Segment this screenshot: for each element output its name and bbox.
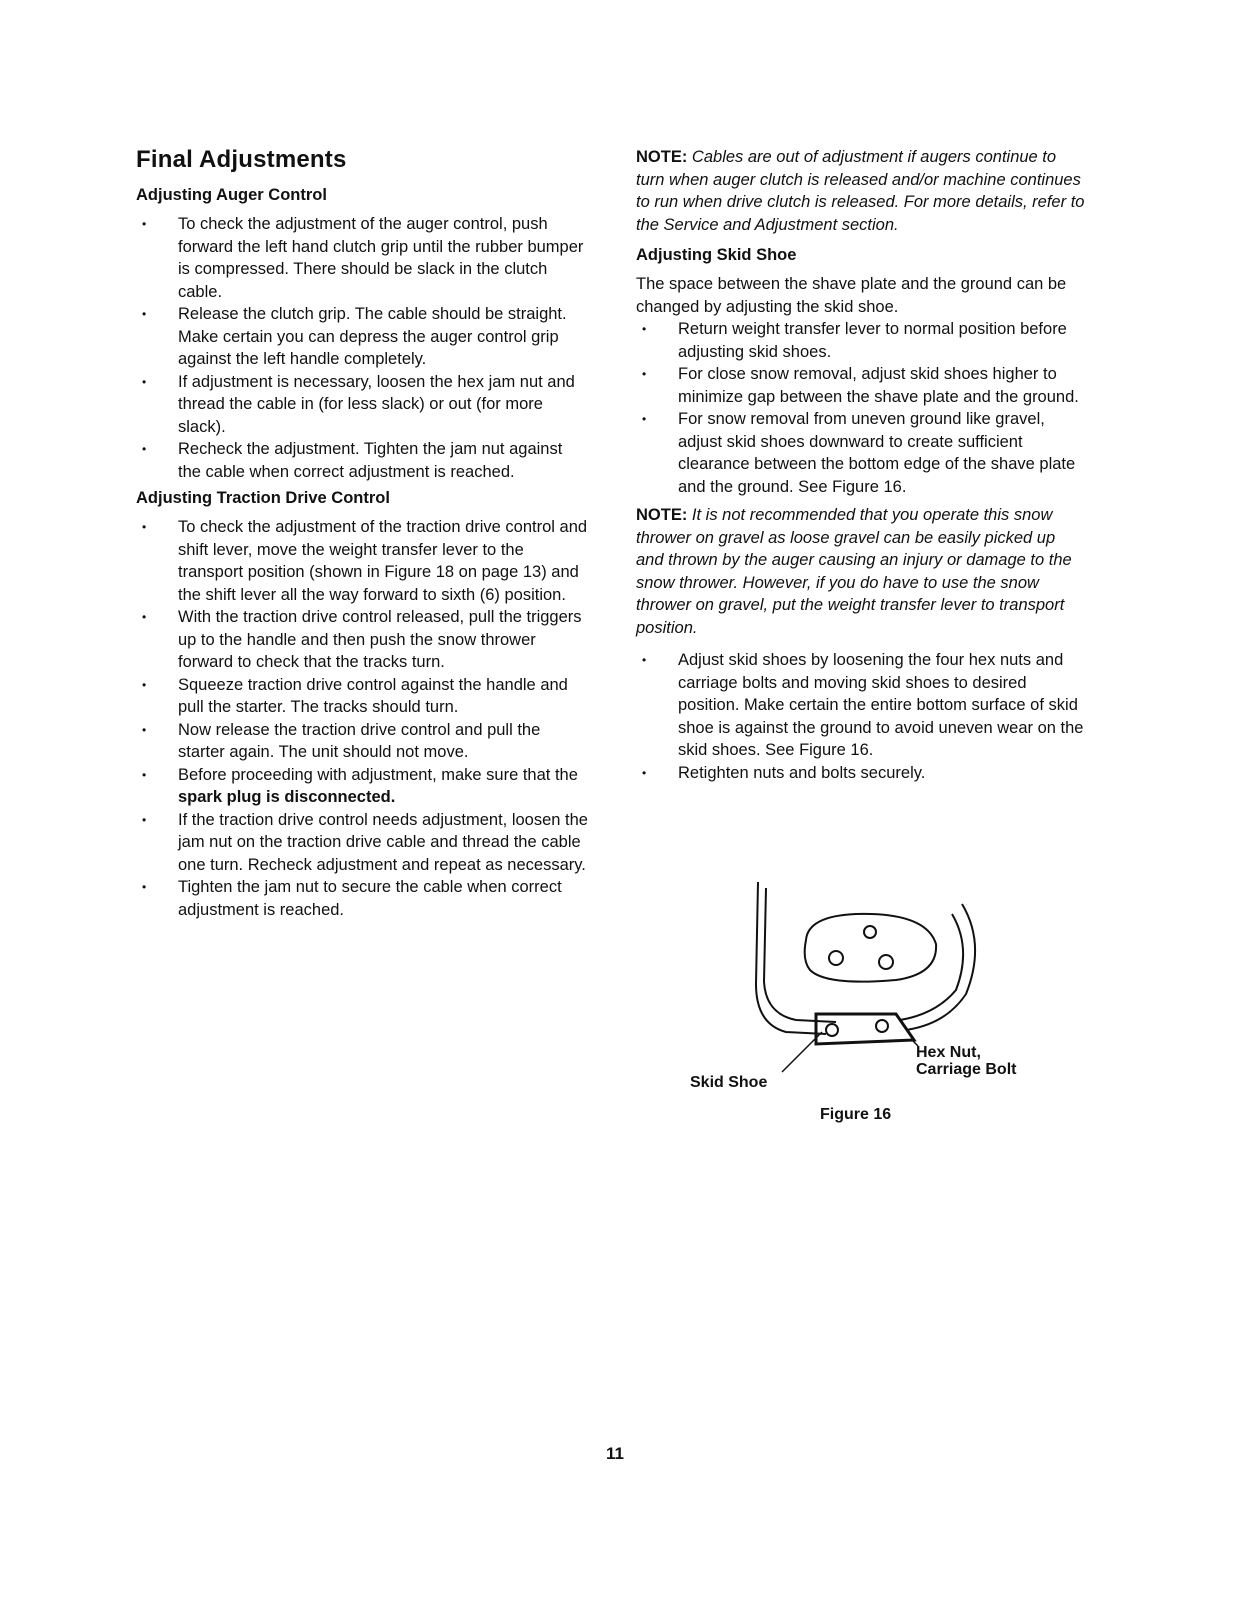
list-item: • For snow removal from uneven ground like gravel, adjust skid shoes downward to create sufficient clearance between the bottom edge of the shave plate and the ground. See Figure 16. bbox=[636, 408, 1086, 498]
hex-nut-label: Hex Nut, bbox=[916, 1044, 981, 1061]
list-item: • Retighten nuts and bolts securely. bbox=[636, 762, 1086, 785]
list-item: • Squeeze traction drive control against the handle and pull the starter. The tracks should turn. bbox=[136, 674, 588, 719]
note-label: NOTE: bbox=[636, 506, 688, 524]
figure-16 bbox=[686, 874, 1046, 1124]
list-item: • Return weight transfer lever to normal position before adjusting skid shoes. bbox=[636, 318, 1086, 363]
list-item: • To check the adjustment of the auger control, push forward the left hand clutch grip until the rubber bumper is compressed. There should be slack in the clutch cable. bbox=[136, 213, 588, 303]
auger-steps bbox=[136, 213, 588, 483]
spark-plug-prefix: Before proceeding with adjustment, make sure that the bbox=[178, 765, 578, 784]
list-item: • If the traction drive control needs adjustment, loosen the jam nut on the traction drive cable and thread the cable one turn. Recheck adjustment and repeat as necessary. bbox=[136, 809, 588, 877]
left-column bbox=[136, 146, 588, 927]
list-item: • Recheck the adjustment. Tighten the jam nut against the cable when correct adjustment is reached. bbox=[136, 438, 588, 483]
right-column bbox=[636, 146, 1086, 790]
skid-intro: The space between the shave plate and the ground can be changed by adjusting the skid shoe. bbox=[636, 275, 1067, 316]
list-item-spark-plug bbox=[136, 764, 588, 809]
skid-heading: Adjusting Skid Shoe bbox=[636, 246, 797, 264]
traction-heading: Adjusting Traction Drive Control bbox=[136, 489, 390, 507]
traction-steps bbox=[136, 516, 588, 921]
skid-shoe-label: Skid Shoe bbox=[690, 1074, 768, 1091]
skid-adjust-steps bbox=[636, 649, 1086, 784]
list-item: • If adjustment is necessary, loosen the hex jam nut and thread the cable in (for less slack) or out (for more slack). bbox=[136, 371, 588, 439]
cable-note bbox=[636, 146, 1086, 236]
list-item: • Release the clutch grip. The cable should be straight. Make certain you can depress the auger control grip against the left handle completely. bbox=[136, 303, 588, 371]
list-item: • Adjust skid shoes by loosening the four hex nuts and carriage bolts and moving skid shoes to desired position. Make certain the entire bottom surface of skid shoe is against the ground to avoid uneven wear on the skid shoes. See Figure 16. bbox=[636, 649, 1086, 762]
list-item: • For close snow removal, adjust skid shoes higher to minimize gap between the shave plate and the ground. bbox=[636, 363, 1086, 408]
list-item: • Now release the traction drive control and pull the starter again. The unit should not move. bbox=[136, 719, 588, 764]
page-number: 11 bbox=[606, 1444, 624, 1463]
skid-steps bbox=[636, 318, 1086, 498]
carriage-bolt-label: Carriage Bolt bbox=[916, 1061, 1017, 1078]
note-text: It is not recommended that you operate this snow thrower on gravel as loose gravel can be easily picked up and thrown by the auger causing an injury or damage to the snow thrower. However, if you do have to use the snow thrower on gravel, put the weight transfer lever to transport position. bbox=[636, 506, 1072, 637]
list-item: • To check the adjustment of the traction drive control and shift lever, move the weight transfer lever to the transport position (shown in Figure 18 on page 13) and the shift lever all the way forward to sixth (6) position. bbox=[136, 516, 588, 606]
list-item: • With the traction drive control released, pull the triggers up to the handle and then push the snow thrower forward to check that the tracks turn. bbox=[136, 606, 588, 674]
page-title: Final Adjustments bbox=[136, 146, 347, 173]
note-text: Cables are out of adjustment if augers continue to turn when auger clutch is released and/or machine continues to run when drive clutch is released. For more details, refer to the Service and Adjustment section. bbox=[636, 148, 1085, 234]
list-item: • Tighten the jam nut to secure the cable when correct adjustment is reached. bbox=[136, 876, 588, 921]
note-label: NOTE: bbox=[636, 148, 688, 166]
figure-caption: Figure 16 bbox=[820, 1106, 892, 1123]
spark-plug-warning: spark plug is disconnected. bbox=[178, 788, 396, 806]
auger-heading: Adjusting Auger Control bbox=[136, 186, 327, 204]
gravel-note bbox=[636, 504, 1086, 639]
